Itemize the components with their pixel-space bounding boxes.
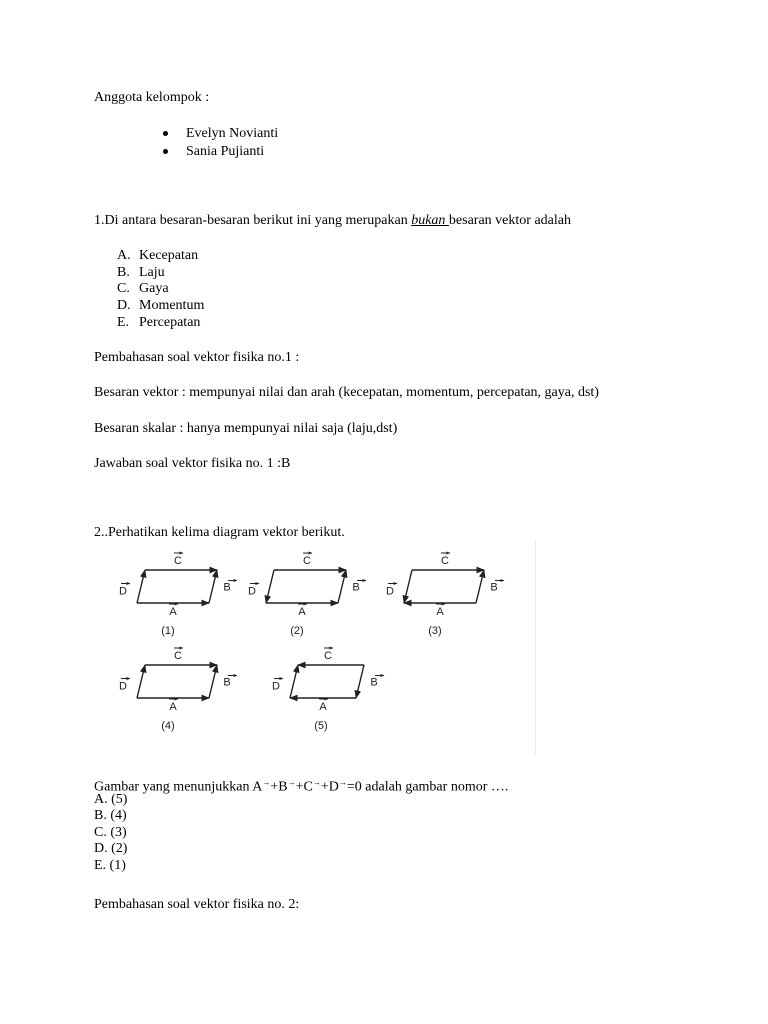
q2-option: B. (4) bbox=[94, 808, 127, 823]
vector-b-arrow bbox=[209, 665, 217, 698]
q1-option-letter: A. bbox=[117, 248, 131, 263]
diagrams-group bbox=[119, 553, 504, 732]
vector-b-arrow bbox=[338, 570, 346, 603]
q1-option-letter: C. bbox=[117, 281, 130, 296]
q2-option: C. (3) bbox=[94, 825, 127, 840]
vector-c-label: C bbox=[174, 555, 182, 567]
q1-option bbox=[117, 264, 165, 281]
bullet-icon bbox=[163, 131, 168, 136]
q1-option-letter: D. bbox=[117, 298, 131, 313]
q1-option-text: Kecepatan bbox=[139, 248, 199, 263]
group-heading: Anggota kelompok : bbox=[94, 90, 210, 105]
vector-arrow-icon: → bbox=[262, 778, 271, 787]
vector-arrow-icon: → bbox=[287, 778, 296, 787]
vector-b-arrow bbox=[476, 570, 484, 603]
member-2: Sania Pujianti bbox=[186, 144, 265, 159]
vector-a-label: A bbox=[169, 606, 177, 618]
vector-diagrams-svg bbox=[94, 540, 536, 754]
q1-option-text: Momentum bbox=[139, 298, 205, 313]
q2-option: D. (2) bbox=[94, 841, 128, 856]
q2-question-pre: Gambar yang menunjukkan bbox=[94, 779, 253, 795]
q1-option bbox=[117, 314, 200, 331]
vector-a-label: A bbox=[298, 606, 306, 618]
vector-c-label: C bbox=[324, 650, 332, 662]
q2-term-b: B bbox=[278, 779, 288, 795]
vector-b-label: B bbox=[223, 581, 231, 594]
q1-question-prefix: 1.Di antara besaran-besaran berikut ini yang merupakan bbox=[94, 213, 412, 228]
diagram-number-label: (2) bbox=[290, 625, 304, 637]
q1-option bbox=[117, 247, 198, 264]
member-1: Evelyn Novianti bbox=[186, 126, 279, 141]
q1-option-text: Laju bbox=[139, 265, 165, 280]
vector-a-label: A bbox=[319, 701, 327, 713]
q1-discussion-title: Pembahasan soal vektor fisika no.1 : bbox=[94, 350, 300, 365]
vector-a-label: A bbox=[436, 606, 444, 618]
vector-b-label: B bbox=[223, 676, 231, 689]
diagram-number-label: (1) bbox=[161, 625, 175, 637]
q1-question-suffix: besaran vektor adalah bbox=[448, 213, 571, 228]
vector-d-label: D bbox=[119, 680, 127, 693]
vector-b-label: B bbox=[352, 581, 360, 594]
vector-d-label: D bbox=[386, 585, 394, 598]
q1-question-emphasis: bukan bbox=[411, 213, 449, 228]
q2-question-post: =0 adalah gambar nomor …. bbox=[346, 779, 509, 795]
q1-option-letter: B. bbox=[117, 265, 130, 280]
q1-option-letter: E. bbox=[117, 315, 130, 330]
vector-c-label: C bbox=[303, 555, 311, 567]
q2-option: A. (5) bbox=[94, 792, 128, 807]
vector-c-label: C bbox=[174, 650, 182, 662]
q2-question: Gambar yang menunjukkan A→+B→+C→+D→=0 adalah gambar nomor …. bbox=[94, 778, 509, 795]
q1-option-text: Gaya bbox=[139, 281, 169, 296]
vector-b-label: B bbox=[490, 581, 498, 594]
q2-term-c: C bbox=[303, 779, 313, 795]
vector-d-arrow bbox=[137, 570, 145, 603]
q1-vector-definition: Besaran vektor : mempunyai nilai dan arah (kecepatan, momentum, percepatan, gaya, dst) bbox=[94, 385, 599, 400]
q1-question bbox=[94, 212, 571, 229]
vector-b-arrow bbox=[209, 570, 217, 603]
q2-term-a: A bbox=[252, 779, 263, 795]
q2-term-d: D bbox=[328, 779, 339, 795]
vector-d-arrow bbox=[266, 570, 274, 603]
vector-c-label: C bbox=[441, 555, 449, 567]
bullet-icon bbox=[163, 149, 168, 154]
figure-edge bbox=[535, 540, 536, 754]
vector-arrow-icon: → bbox=[312, 778, 321, 787]
vector-b-arrow bbox=[356, 665, 364, 698]
vector-b-label: B bbox=[370, 676, 378, 689]
diagram-number-label: (4) bbox=[161, 720, 175, 732]
q1-option-text: Percepatan bbox=[139, 315, 201, 330]
q1-option bbox=[117, 297, 204, 314]
vector-diagram-figure bbox=[94, 540, 536, 754]
q2-prompt: 2..Perhatikan kelima diagram vektor berikut. bbox=[94, 525, 345, 540]
q2-discussion-title: Pembahasan soal vektor fisika no. 2: bbox=[94, 897, 300, 912]
vector-d-arrow bbox=[404, 570, 412, 603]
vector-arrow-icon: → bbox=[338, 778, 347, 787]
vector-d-label: D bbox=[272, 680, 280, 693]
q1-answer: Jawaban soal vektor fisika no. 1 :B bbox=[94, 456, 291, 471]
vector-d-arrow bbox=[137, 665, 145, 698]
vector-d-arrow bbox=[290, 665, 298, 698]
q1-scalar-definition: Besaran skalar : hanya mempunyai nilai saja (laju,dst) bbox=[94, 421, 398, 436]
q2-option: E. (1) bbox=[94, 858, 126, 873]
vector-a-label: A bbox=[169, 701, 177, 713]
vector-d-label: D bbox=[248, 585, 256, 598]
diagram-number-label: (3) bbox=[428, 625, 442, 637]
vector-d-label: D bbox=[119, 585, 127, 598]
q1-option bbox=[117, 280, 169, 297]
diagram-number-label: (5) bbox=[314, 720, 328, 732]
